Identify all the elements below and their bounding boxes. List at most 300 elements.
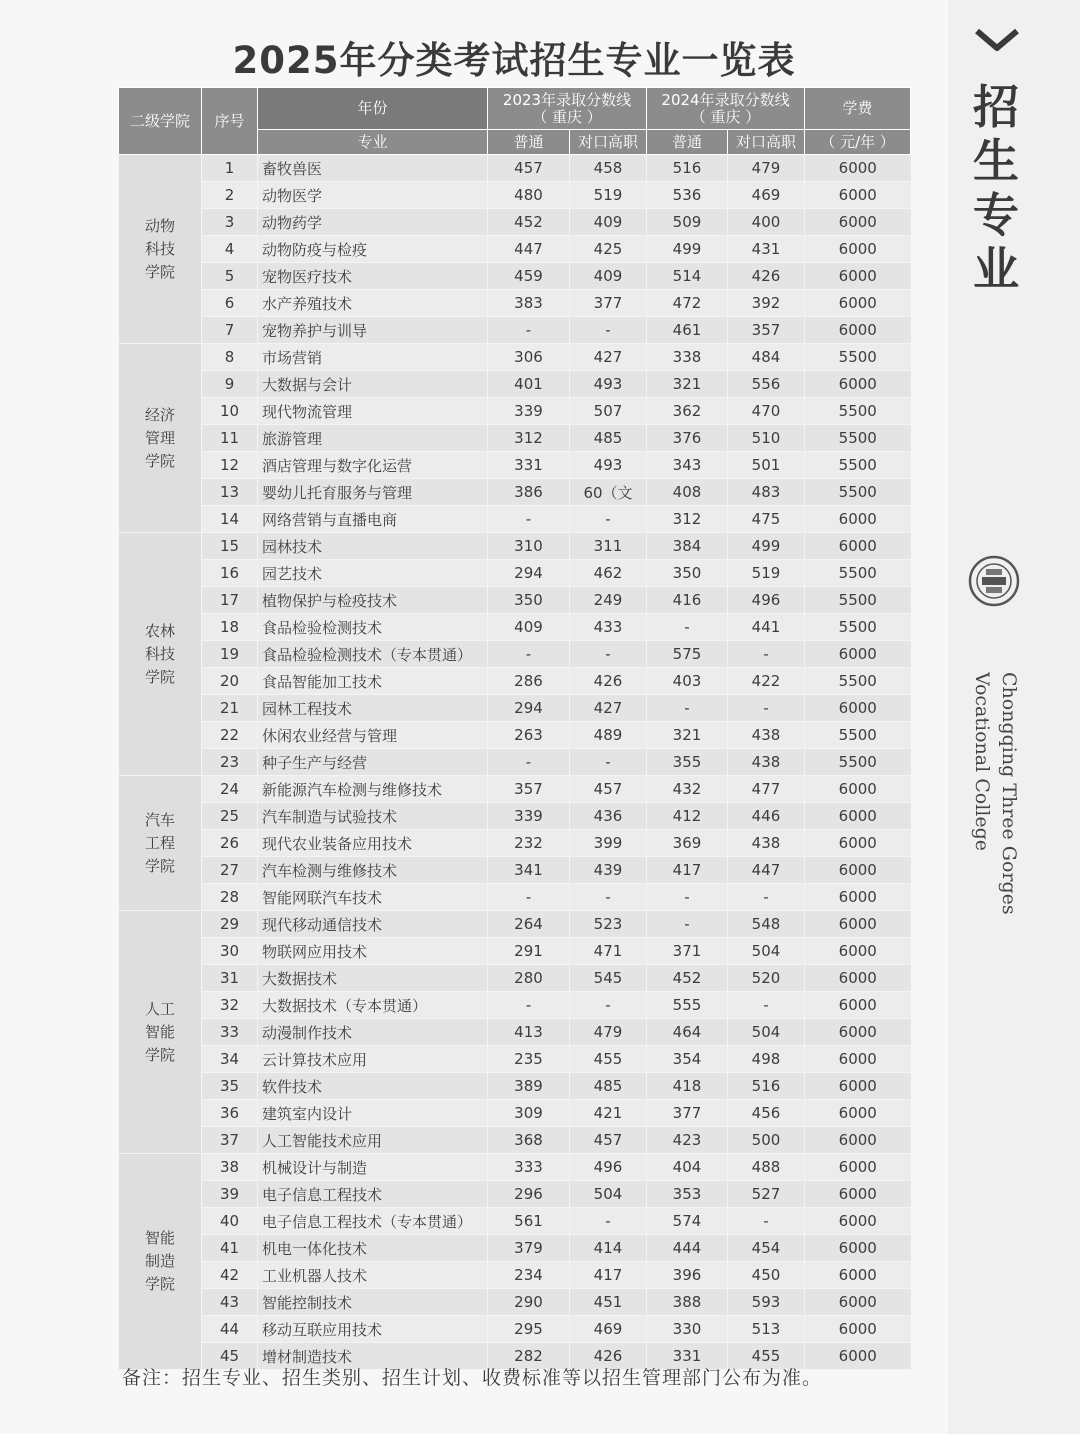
fee-cell: 5500 (805, 344, 911, 371)
major-cell: 软件技术 (258, 1073, 488, 1100)
score-2023-regular: 294 (488, 560, 570, 587)
college-name-part: 学院 (144, 667, 175, 686)
score-2024-vocational: 450 (728, 1262, 805, 1289)
score-2024-regular: 408 (647, 479, 728, 506)
fee-cell: 6000 (805, 857, 911, 884)
college-name-cell (119, 1154, 202, 1370)
score-2024-vocational: 504 (728, 938, 805, 965)
score-2023-vocational: 249 (570, 587, 647, 614)
score-2023-regular: 401 (488, 371, 570, 398)
score-2023-regular: 306 (488, 344, 570, 371)
score-2024-vocational: 438 (728, 830, 805, 857)
score-2023-regular: 263 (488, 722, 570, 749)
score-2023-regular: 280 (488, 965, 570, 992)
seq-cell: 1 (202, 155, 258, 182)
college-name-cell (119, 776, 202, 911)
table-row (119, 1019, 911, 1046)
fee-cell: 6000 (805, 290, 911, 317)
table-row (119, 155, 911, 182)
table-row (119, 1046, 911, 1073)
header-major: 专业 (258, 130, 488, 155)
score-2024-vocational: 593 (728, 1289, 805, 1316)
side-heading-char: 业 (973, 242, 1019, 296)
major-cell: 智能网联汽车技术 (258, 884, 488, 911)
score-2024-regular: 321 (647, 722, 728, 749)
seq-cell: 45 (202, 1343, 258, 1370)
major-cell: 植物保护与检疫技术 (258, 587, 488, 614)
header-year: 年份 (258, 88, 488, 130)
score-2023-regular: 310 (488, 533, 570, 560)
score-2024-regular: - (647, 884, 728, 911)
score-2023-regular: 295 (488, 1316, 570, 1343)
score-2024-regular: 472 (647, 290, 728, 317)
score-2023-vocational: - (570, 992, 647, 1019)
fee-cell: 6000 (805, 236, 911, 263)
score-2024-vocational: 479 (728, 155, 805, 182)
table-row (119, 236, 911, 263)
score-2023-vocational: 493 (570, 371, 647, 398)
score-2024-regular: 536 (647, 182, 728, 209)
score-2023-vocational: 377 (570, 290, 647, 317)
score-2024-regular: 452 (647, 965, 728, 992)
college-name-part: 管理 (144, 428, 175, 447)
score-2024-regular: 384 (647, 533, 728, 560)
college-name-part: 学院 (144, 856, 175, 875)
seq-cell: 43 (202, 1289, 258, 1316)
table-row (119, 1100, 911, 1127)
major-cell: 机械设计与制造 (258, 1154, 488, 1181)
score-2023-regular: - (488, 992, 570, 1019)
fee-cell: 6000 (805, 695, 911, 722)
college-name-cell (119, 344, 202, 533)
seq-cell: 39 (202, 1181, 258, 1208)
table-row (119, 749, 911, 776)
table-row (119, 1127, 911, 1154)
score-2023-vocational: 426 (570, 1343, 647, 1370)
score-2024-regular: 412 (647, 803, 728, 830)
seq-cell: 10 (202, 398, 258, 425)
fee-cell: 6000 (805, 1235, 911, 1262)
side-heading (968, 80, 1024, 296)
score-2023-regular: - (488, 506, 570, 533)
seq-cell: 8 (202, 344, 258, 371)
fee-cell: 6000 (805, 965, 911, 992)
major-cell: 水产养殖技术 (258, 290, 488, 317)
table-row (119, 425, 911, 452)
major-cell: 机电一体化技术 (258, 1235, 488, 1262)
score-2024-vocational: 483 (728, 479, 805, 506)
table-row (119, 209, 911, 236)
major-cell: 现代农业装备应用技术 (258, 830, 488, 857)
fee-cell: 6000 (805, 1127, 911, 1154)
college-name-part: 学院 (144, 262, 175, 281)
college-name-part: 科技 (144, 644, 175, 663)
table-row (119, 722, 911, 749)
major-cell: 种子生产与经营 (258, 749, 488, 776)
table-body (119, 155, 911, 1370)
major-cell: 食品检验检测技术 (258, 614, 488, 641)
table-row (119, 317, 911, 344)
table-row (119, 587, 911, 614)
score-2023-regular: 264 (488, 911, 570, 938)
major-cell: 动物药学 (258, 209, 488, 236)
score-2023-regular: 282 (488, 1343, 570, 1370)
table-row (119, 776, 911, 803)
major-cell: 大数据技术 (258, 965, 488, 992)
score-2024-vocational: 496 (728, 587, 805, 614)
major-cell: 网络营销与直播电商 (258, 506, 488, 533)
seq-cell: 24 (202, 776, 258, 803)
score-2023-regular: 480 (488, 182, 570, 209)
fee-cell: 6000 (805, 830, 911, 857)
table-row (119, 857, 911, 884)
fee-cell: 6000 (805, 1262, 911, 1289)
score-2023-regular: 561 (488, 1208, 570, 1235)
seq-cell: 35 (202, 1073, 258, 1100)
fee-cell: 6000 (805, 1100, 911, 1127)
score-2023-vocational: 409 (570, 209, 647, 236)
score-2023-vocational: 458 (570, 155, 647, 182)
college-name-part: 学院 (144, 451, 175, 470)
major-cell: 园艺技术 (258, 560, 488, 587)
fee-cell: 6000 (805, 911, 911, 938)
fee-cell: 5500 (805, 722, 911, 749)
fee-cell: 6000 (805, 182, 911, 209)
seq-cell: 23 (202, 749, 258, 776)
score-2023-vocational: 519 (570, 182, 647, 209)
seq-cell: 20 (202, 668, 258, 695)
score-2023-regular: - (488, 749, 570, 776)
score-2024-vocational: 470 (728, 398, 805, 425)
score-2023-regular: 409 (488, 614, 570, 641)
score-2023-regular: 447 (488, 236, 570, 263)
score-2023-regular: 290 (488, 1289, 570, 1316)
score-2024-vocational: - (728, 695, 805, 722)
score-2023-regular: 452 (488, 209, 570, 236)
fee-cell: 6000 (805, 641, 911, 668)
major-cell: 园林技术 (258, 533, 488, 560)
score-2023-regular: 383 (488, 290, 570, 317)
fee-cell: 6000 (805, 1073, 911, 1100)
score-2023-vocational: 485 (570, 425, 647, 452)
header-college: 二级学院 (119, 88, 202, 155)
score-2024-vocational: 426 (728, 263, 805, 290)
major-cell: 汽车检测与维修技术 (258, 857, 488, 884)
score-2023-vocational: 409 (570, 263, 647, 290)
score-2023-vocational: 457 (570, 776, 647, 803)
seq-cell: 37 (202, 1127, 258, 1154)
seq-cell: 34 (202, 1046, 258, 1073)
score-2024-regular: 575 (647, 641, 728, 668)
score-2024-regular: 353 (647, 1181, 728, 1208)
fee-cell: 6000 (805, 209, 911, 236)
score-2024-regular: 417 (647, 857, 728, 884)
score-2024-vocational: 510 (728, 425, 805, 452)
score-2024-regular: 331 (647, 1343, 728, 1370)
major-cell: 大数据与会计 (258, 371, 488, 398)
score-2023-regular: 232 (488, 830, 570, 857)
header-2024-regular: 普通 (647, 130, 728, 155)
seq-cell: 17 (202, 587, 258, 614)
footnote: 备注：招生专业、招生类别、招生计划、收费标准等以招生管理部门公布为准。 (122, 1367, 823, 1389)
score-2023-regular: 341 (488, 857, 570, 884)
major-cell: 智能控制技术 (258, 1289, 488, 1316)
header-seq: 序号 (202, 88, 258, 155)
score-2024-regular: 416 (647, 587, 728, 614)
page-title: 2025年分类考试招生专业一览表 (232, 39, 796, 82)
seq-cell: 32 (202, 992, 258, 1019)
major-cell: 增材制造技术 (258, 1343, 488, 1370)
college-name-cell (119, 155, 202, 344)
score-2023-regular: 296 (488, 1181, 570, 1208)
table-row (119, 1316, 911, 1343)
fee-cell: 6000 (805, 884, 911, 911)
score-2024-vocational: 431 (728, 236, 805, 263)
score-2024-regular: 371 (647, 938, 728, 965)
score-2023-vocational: 425 (570, 236, 647, 263)
table-row (119, 1073, 911, 1100)
seq-cell: 41 (202, 1235, 258, 1262)
seq-cell: 15 (202, 533, 258, 560)
score-2023-regular: 339 (488, 803, 570, 830)
major-cell: 旅游管理 (258, 425, 488, 452)
table-row (119, 911, 911, 938)
table-row (119, 668, 911, 695)
fee-cell: 6000 (805, 1046, 911, 1073)
table-row (119, 263, 911, 290)
side-heading-char: 生 (973, 134, 1019, 188)
score-2024-vocational: 498 (728, 1046, 805, 1073)
fee-cell: 6000 (805, 1316, 911, 1343)
seq-cell: 11 (202, 425, 258, 452)
score-2024-vocational: 400 (728, 209, 805, 236)
fee-cell: 5500 (805, 560, 911, 587)
table-row (119, 938, 911, 965)
score-2024-vocational: 441 (728, 614, 805, 641)
seq-cell: 7 (202, 317, 258, 344)
major-cell: 大数据技术（专本贯通） (258, 992, 488, 1019)
seq-cell: 30 (202, 938, 258, 965)
table-row (119, 371, 911, 398)
college-name-part: 学院 (144, 1045, 175, 1064)
header-2023: 2023年录取分数线 （ 重庆 ） (488, 88, 647, 130)
table-row (119, 533, 911, 560)
seq-cell: 21 (202, 695, 258, 722)
seq-cell: 28 (202, 884, 258, 911)
header-2024: 2024年录取分数线 （ 重庆 ） (647, 88, 805, 130)
score-2024-regular: 350 (647, 560, 728, 587)
score-2024-vocational: 500 (728, 1127, 805, 1154)
score-2023-vocational: 421 (570, 1100, 647, 1127)
score-2023-regular: 350 (488, 587, 570, 614)
seq-cell: 40 (202, 1208, 258, 1235)
major-cell: 电子信息工程技术（专本贯通） (258, 1208, 488, 1235)
score-2024-regular: 404 (647, 1154, 728, 1181)
score-2024-regular: 354 (647, 1046, 728, 1073)
score-2024-vocational: 501 (728, 452, 805, 479)
score-2024-vocational: - (728, 992, 805, 1019)
score-2023-vocational: 479 (570, 1019, 647, 1046)
fee-cell: 6000 (805, 371, 911, 398)
fee-cell: 6000 (805, 1019, 911, 1046)
seq-cell: 12 (202, 452, 258, 479)
seq-cell: 31 (202, 965, 258, 992)
table-row (119, 1208, 911, 1235)
major-cell: 云计算技术应用 (258, 1046, 488, 1073)
score-2024-regular: 516 (647, 155, 728, 182)
fee-cell: 6000 (805, 317, 911, 344)
major-cell: 宠物医疗技术 (258, 263, 488, 290)
score-2024-vocational: - (728, 641, 805, 668)
major-cell: 动物医学 (258, 182, 488, 209)
table-row (119, 614, 911, 641)
seq-cell: 29 (202, 911, 258, 938)
table-row (119, 506, 911, 533)
score-2024-regular: 444 (647, 1235, 728, 1262)
score-2023-regular: 357 (488, 776, 570, 803)
score-2024-regular: 321 (647, 371, 728, 398)
score-2024-regular: 338 (647, 344, 728, 371)
seq-cell: 5 (202, 263, 258, 290)
score-2023-vocational: 462 (570, 560, 647, 587)
score-2024-regular: 432 (647, 776, 728, 803)
score-2024-vocational: 469 (728, 182, 805, 209)
table-row (119, 695, 911, 722)
college-name-part: 智能 (144, 1229, 175, 1247)
score-2023-vocational: 489 (570, 722, 647, 749)
score-2023-regular: 235 (488, 1046, 570, 1073)
fee-cell: 6000 (805, 155, 911, 182)
header-fee-unit: （ 元/年 ） (805, 130, 911, 155)
score-2024-regular: 343 (647, 452, 728, 479)
score-2023-vocational: 417 (570, 1262, 647, 1289)
score-2023-regular: 368 (488, 1127, 570, 1154)
seq-cell: 6 (202, 290, 258, 317)
score-2024-regular: 464 (647, 1019, 728, 1046)
score-2023-regular: 312 (488, 425, 570, 452)
college-name-part: 汽车 (144, 810, 175, 829)
score-2024-vocational: 499 (728, 533, 805, 560)
table-row (119, 1181, 911, 1208)
score-2023-regular: 389 (488, 1073, 570, 1100)
major-cell: 食品检验检测技术（专本贯通） (258, 641, 488, 668)
fee-cell: 5500 (805, 614, 911, 641)
score-2023-vocational: - (570, 749, 647, 776)
score-2023-vocational: - (570, 1208, 647, 1235)
college-name-part: 人工 (144, 999, 175, 1018)
college-name-part: 智能 (144, 1022, 175, 1041)
seq-cell: 18 (202, 614, 258, 641)
score-2023-vocational: 523 (570, 911, 647, 938)
score-2023-regular: 294 (488, 695, 570, 722)
major-cell: 物联网应用技术 (258, 938, 488, 965)
fee-cell: 6000 (805, 1289, 911, 1316)
score-2024-regular: 574 (647, 1208, 728, 1235)
score-2024-vocational: - (728, 884, 805, 911)
score-2024-regular: 499 (647, 236, 728, 263)
table-row (119, 1154, 911, 1181)
fee-cell: 5500 (805, 398, 911, 425)
score-2024-vocational: 504 (728, 1019, 805, 1046)
fee-cell: 6000 (805, 1208, 911, 1235)
table-row (119, 344, 911, 371)
fee-cell: 6000 (805, 263, 911, 290)
table-row (119, 398, 911, 425)
seq-cell: 25 (202, 803, 258, 830)
score-2023-vocational: 451 (570, 1289, 647, 1316)
seq-cell: 36 (202, 1100, 258, 1127)
score-2023-regular: 339 (488, 398, 570, 425)
college-english-name (968, 672, 1022, 915)
seq-cell: 22 (202, 722, 258, 749)
seq-cell: 27 (202, 857, 258, 884)
score-2024-regular: 355 (647, 749, 728, 776)
chevron-down-icon (975, 28, 1019, 52)
major-cell: 新能源汽车检测与维修技术 (258, 776, 488, 803)
table-row (119, 803, 911, 830)
table-row (119, 182, 911, 209)
score-2024-regular: 461 (647, 317, 728, 344)
fee-cell: 6000 (805, 1343, 911, 1370)
score-2023-regular: 413 (488, 1019, 570, 1046)
table-row (119, 992, 911, 1019)
score-2024-regular: 362 (647, 398, 728, 425)
table-row (119, 830, 911, 857)
major-cell: 婴幼儿托育服务与管理 (258, 479, 488, 506)
major-cell: 工业机器人技术 (258, 1262, 488, 1289)
college-name-part: 农林 (144, 621, 175, 640)
header-fee: 学费 (805, 88, 911, 130)
score-2024-regular: 377 (647, 1100, 728, 1127)
score-2024-regular: 376 (647, 425, 728, 452)
score-2023-regular: 457 (488, 155, 570, 182)
table-row (119, 1289, 911, 1316)
table-row (119, 884, 911, 911)
major-cell: 移动互联应用技术 (258, 1316, 488, 1343)
score-2023-vocational: 469 (570, 1316, 647, 1343)
college-english-line: Chongqing Three Gorges (998, 672, 1020, 915)
score-2024-vocational: 527 (728, 1181, 805, 1208)
score-2024-vocational: 520 (728, 965, 805, 992)
fee-cell: 5500 (805, 479, 911, 506)
seq-cell: 13 (202, 479, 258, 506)
major-cell: 动物防疫与检疫 (258, 236, 488, 263)
score-2024-regular: - (647, 911, 728, 938)
score-2024-regular: 396 (647, 1262, 728, 1289)
fee-cell: 6000 (805, 1154, 911, 1181)
major-cell: 电子信息工程技术 (258, 1181, 488, 1208)
score-2023-regular: 286 (488, 668, 570, 695)
score-2023-regular: 459 (488, 263, 570, 290)
score-2023-vocational: 433 (570, 614, 647, 641)
score-2023-vocational: 427 (570, 695, 647, 722)
table-row (119, 290, 911, 317)
college-english-line: Vocational College (971, 672, 993, 851)
fee-cell: 6000 (805, 533, 911, 560)
score-2023-vocational: - (570, 641, 647, 668)
score-2023-regular: - (488, 641, 570, 668)
score-2024-vocational: 438 (728, 749, 805, 776)
seq-cell: 38 (202, 1154, 258, 1181)
score-2023-vocational: 427 (570, 344, 647, 371)
score-2024-regular: 555 (647, 992, 728, 1019)
admission-table (118, 87, 911, 1370)
fee-cell: 6000 (805, 803, 911, 830)
score-2023-regular: 309 (488, 1100, 570, 1127)
score-2023-vocational: - (570, 506, 647, 533)
header-2024-vocational: 对口高职 (728, 130, 805, 155)
college-name-part: 科技 (144, 239, 175, 258)
